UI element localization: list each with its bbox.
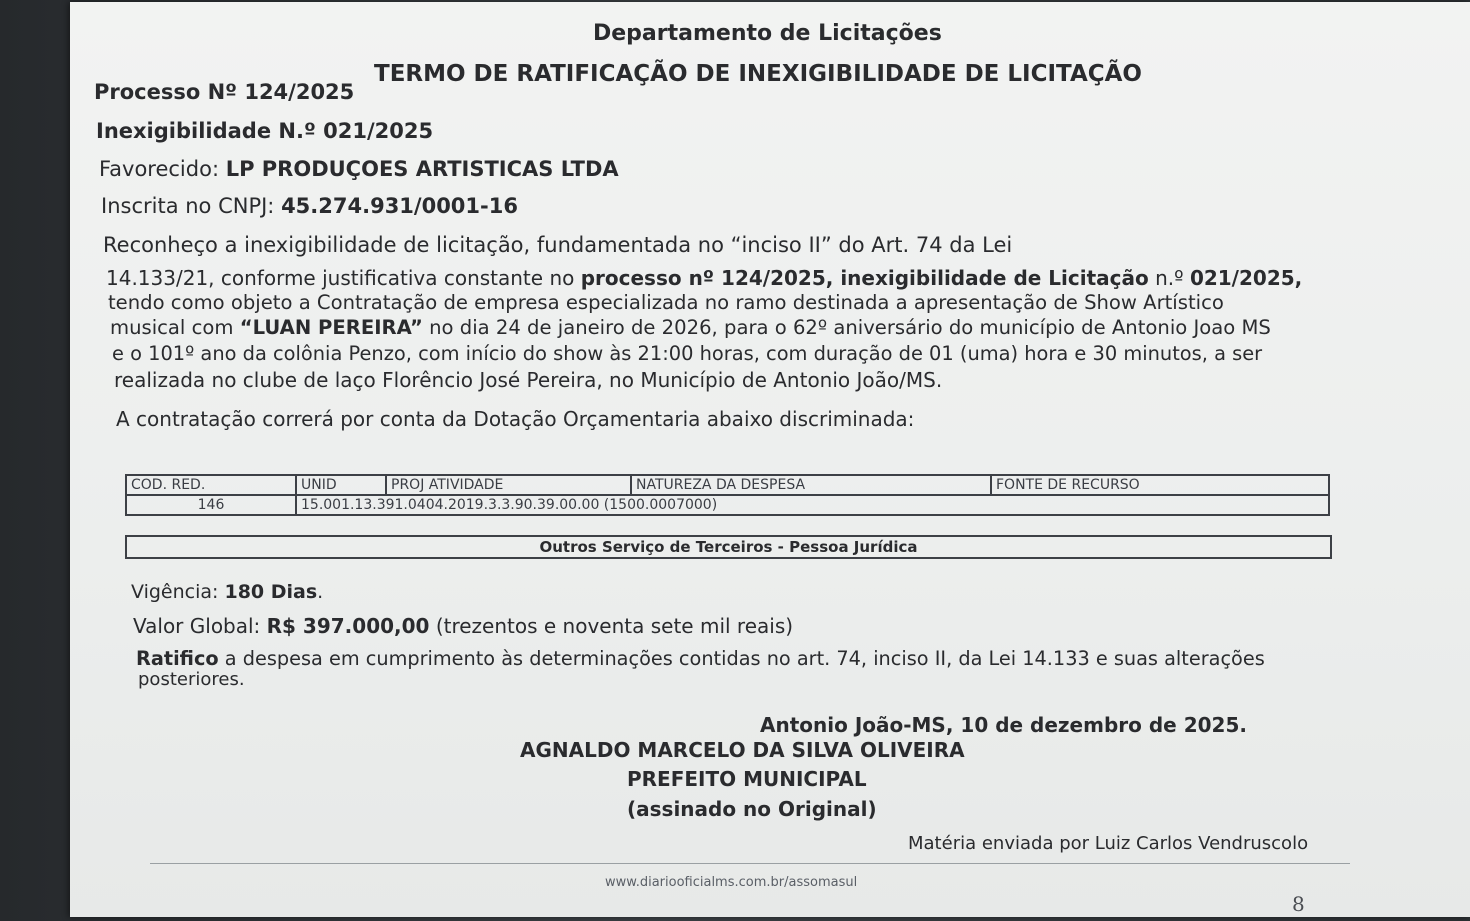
classification-value: 15.001.13.391.0404.2019.3.3.90.39.00.00 (1500.0007000) [296, 495, 1329, 515]
paragraph-text: no dia 24 de janeiro de 2026, para o 62º aniversário do município de Antonio Joao MS [422, 316, 1271, 339]
signatory-name: AGNALDO MARCELO DA SILVA OLIVEIRA [520, 738, 965, 762]
processo-number: Processo Nº 124/2025 [94, 80, 355, 104]
paragraph-line-4 [110, 316, 1271, 340]
valor-words: (trezentos e noventa sete mil reais) [429, 614, 794, 638]
paragraph-line-1: Reconheço a inexigibilidade de licitação, fundamentada no “inciso II” do Art. 74 da Lei [103, 233, 1013, 257]
header-natureza-despesa: NATUREZA DA DESPESA [631, 475, 991, 495]
inexigibilidade-number: Inexigibilidade N.º 021/2025 [96, 119, 434, 143]
footer-url: www.diariooficialms.com.br/assomasul [605, 875, 858, 890]
page-number: 8 [1292, 892, 1305, 916]
paragraph-text: musical com [110, 316, 240, 339]
footer-divider [150, 863, 1350, 864]
favorecido-label: Favorecido: [99, 157, 226, 181]
paragraph-text: 14.133/21, conforme justificativa constante no [106, 266, 581, 290]
cnpj-value: 45.274.931/0001-16 [281, 194, 518, 218]
favorecido-field [99, 157, 619, 181]
paragraph-budget-intro: A contratação correrá por conta da Dotação Orçamentaria abaixo discriminada: [116, 407, 915, 431]
signatory-role: PREFEITO MUNICIPAL [627, 767, 867, 791]
valor-label: Valor Global: [133, 614, 267, 638]
document-page [70, 2, 1470, 917]
ratifico-bold: Ratifico [136, 647, 219, 670]
budget-table [125, 474, 1330, 516]
process-reference: processo nº 124/2025, inexigibilidade de Licitação [580, 266, 1149, 290]
header-cod-red: COD. RED. [126, 475, 296, 495]
header-proj-atividade: PROJ ATIVIDADE [386, 475, 631, 495]
budget-table-header [126, 475, 1329, 495]
favorecido-value: LP PRODUÇOES ARTISTICAS LTDA [225, 157, 619, 181]
valor-value: R$ 397.000,00 [266, 614, 430, 638]
valor-field [133, 614, 793, 638]
budget-table-row [126, 495, 1329, 515]
ratifico-text: a despesa em cumprimento às determinações contidas no art. 74, inciso II, da Lei 14.133 e suas alterações [218, 647, 1265, 670]
place-date: Antonio João-MS, 10 de dezembro de 2025. [760, 713, 1247, 737]
cnpj-label: Inscrita no CNPJ: [101, 194, 282, 218]
paragraph-line-6: realizada no clube de laço Florêncio José Pereira, no Município de Antonio João/MS. [114, 368, 943, 392]
budget-description: Outros Serviço de Terceiros - Pessoa Jurídica [125, 535, 1332, 559]
artist-name: “LUAN PEREIRA” [239, 316, 423, 339]
vigencia-value: 180 Dias [224, 581, 318, 603]
vigencia-field [131, 580, 323, 604]
cnpj-field [101, 194, 518, 218]
header-fonte-recurso: FONTE DE RECURSO [991, 475, 1329, 495]
header-unid: UNID [296, 475, 386, 495]
department-heading: Departamento de Licitações [593, 21, 942, 46]
ratifico-line-2: posteriores. [138, 669, 245, 690]
sent-by-note: Matéria enviada por Luiz Carlos Vendruscolo [908, 833, 1309, 854]
inexigibilidade-reference: 021/2025, [1189, 266, 1303, 290]
ratifico-line-1 [136, 647, 1265, 671]
vigencia-end: . [317, 581, 324, 603]
vigencia-label: Vigência: [131, 581, 225, 603]
document-title: TERMO DE RATIFICAÇÃO DE INEXIGIBILIDADE DE LICITAÇÃO [374, 61, 1142, 87]
paragraph-line-5: e o 101º ano da colônia Penzo, com início do show às 21:00 horas, com duração de 01 (uma) hora e 30 minutos, a ser [112, 342, 1263, 365]
signed-note: (assinado no Original) [627, 797, 877, 821]
cod-red-value: 146 [126, 495, 296, 515]
paragraph-text: n.º [1148, 266, 1190, 290]
paragraph-line-3: tendo como objeto a Contratação de empresa especializada no ramo destinada a apresentação de Show Artístico [108, 291, 1224, 314]
paragraph-line-2 [106, 266, 1302, 290]
